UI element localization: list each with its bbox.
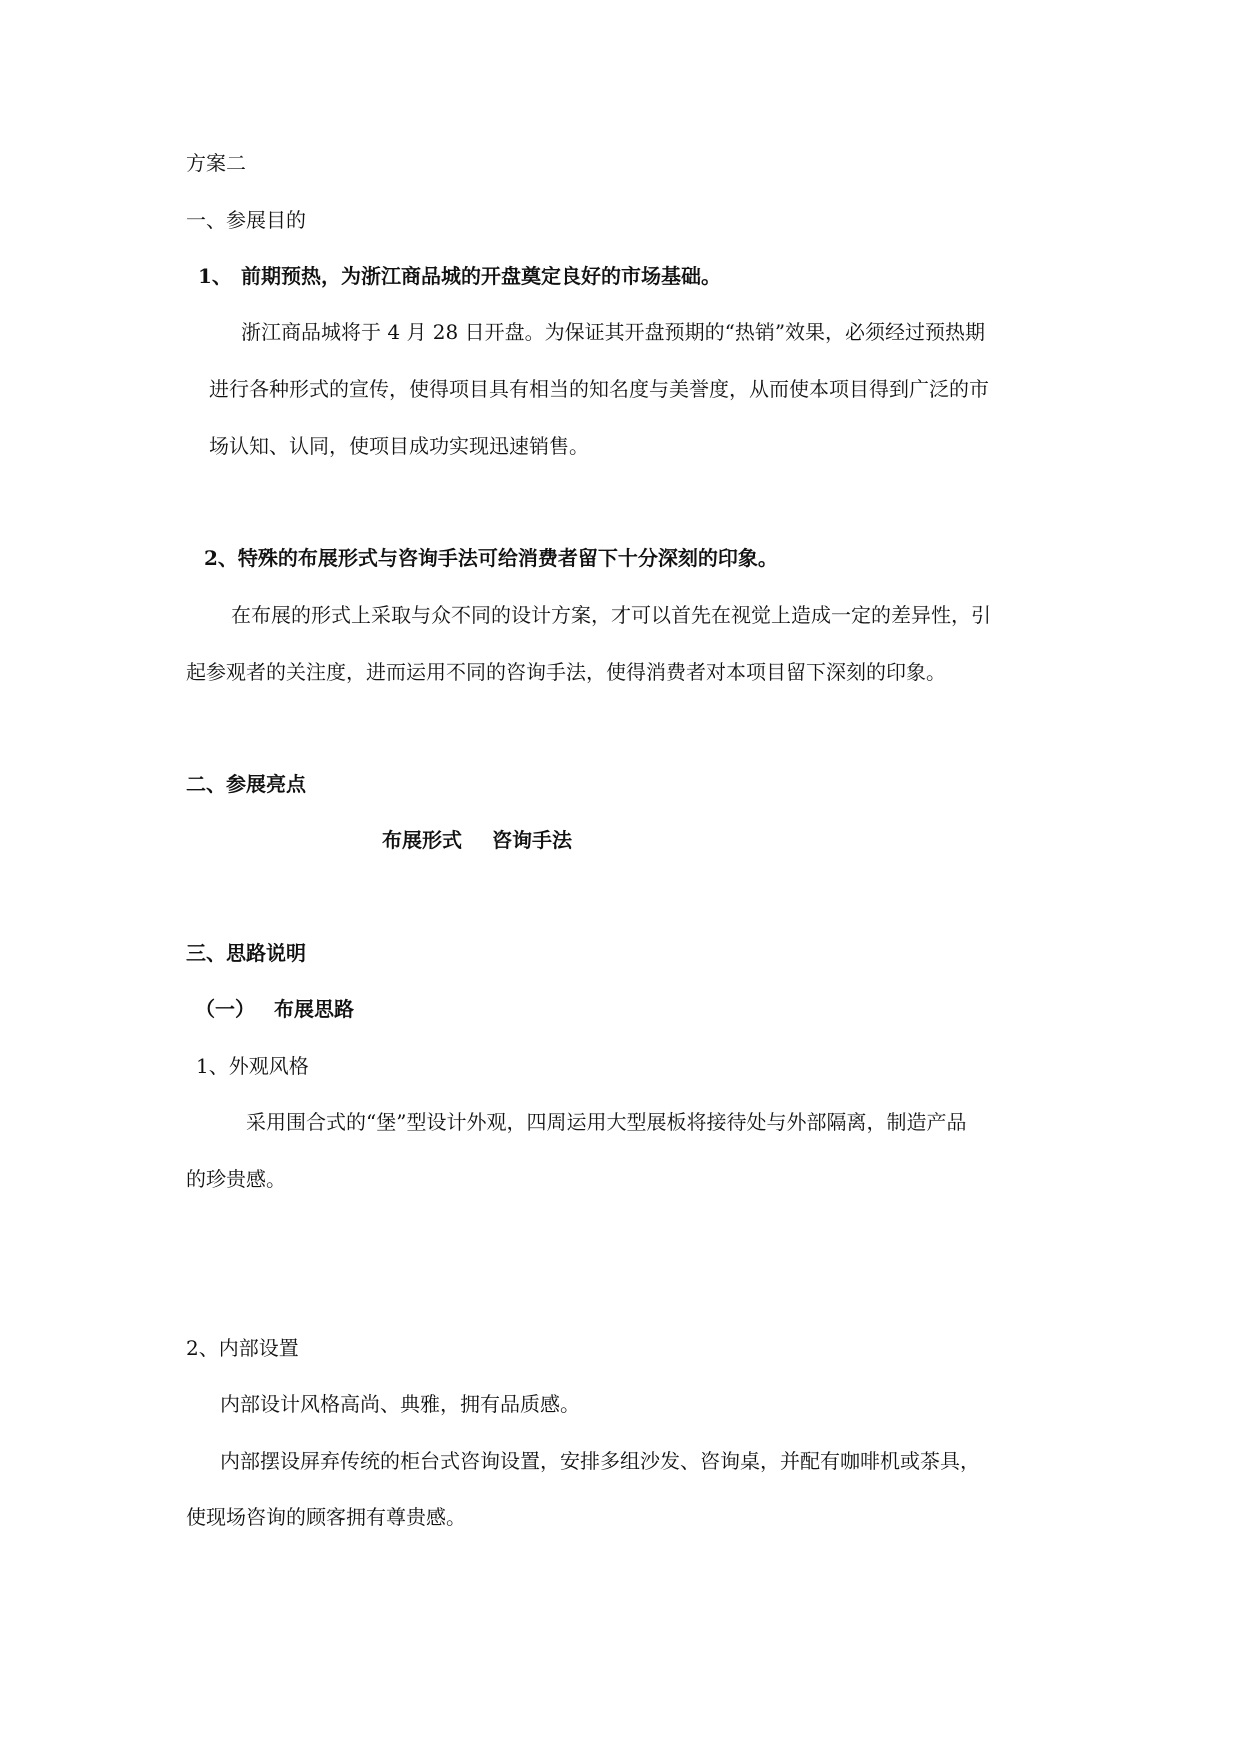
section3-heading: 三、思路说明	[186, 941, 306, 965]
highlight-1: 布展形式	[382, 828, 462, 852]
point2-para2-line-1: 内部摆设屏弃传统的柜台式咨询设置，安排多组沙发、咨询桌，并配有咖啡机或茶具，	[220, 1449, 980, 1473]
item2-title: 2、特殊的布展形式与咨询手法可给消费者留下十分深刻的印象。	[204, 546, 778, 570]
item2-para-line-2: 起参观者的关注度，进而运用不同的咨询手法，使得消费者对本项目留下深刻的印象。	[186, 660, 946, 684]
sub1-label: （一）	[195, 997, 255, 1021]
item1-para-line-1: 浙江商品城将于 4 月 28 日开盘。为保证其开盘预期的“热销”效果，必须经过预热期	[241, 320, 986, 344]
item1-title: 前期预热，为浙江商品城的开盘奠定良好的市场基础。	[241, 264, 721, 288]
item2-para-line-1: 在布展的形式上采取与众不同的设计方案，才可以首先在视觉上造成一定的差异性，引	[231, 603, 991, 627]
point2-title: 2、内部设置	[186, 1336, 299, 1360]
highlight-2: 咨询手法	[492, 828, 572, 852]
point1-para-line-2: 的珍贵感。	[186, 1167, 286, 1191]
section2-heading: 二、参展亮点	[186, 772, 306, 796]
point2-para2-line-2: 使现场咨询的顾客拥有尊贵感。	[186, 1505, 466, 1529]
item1-para-line-2: 进行各种形式的宣传，使得项目具有相当的知名度与美誉度，从而使本项目得到广泛的市	[209, 377, 989, 401]
plan-title: 方案二	[186, 151, 246, 175]
point1-title: 1、外观风格	[196, 1054, 309, 1078]
item1-number: 1、	[198, 264, 232, 288]
item1-para-line-3: 场认知、认同，使项目成功实现迅速销售。	[209, 434, 589, 458]
point1-para-line-1: 采用围合式的“堡”型设计外观，四周运用大型展板将接待处与外部隔离，制造产品	[246, 1110, 967, 1134]
point2-para1: 内部设计风格高尚、典雅，拥有品质感。	[220, 1392, 580, 1416]
section1-heading: 一、参展目的	[186, 208, 306, 232]
sub1-title: 布展思路	[274, 997, 354, 1021]
